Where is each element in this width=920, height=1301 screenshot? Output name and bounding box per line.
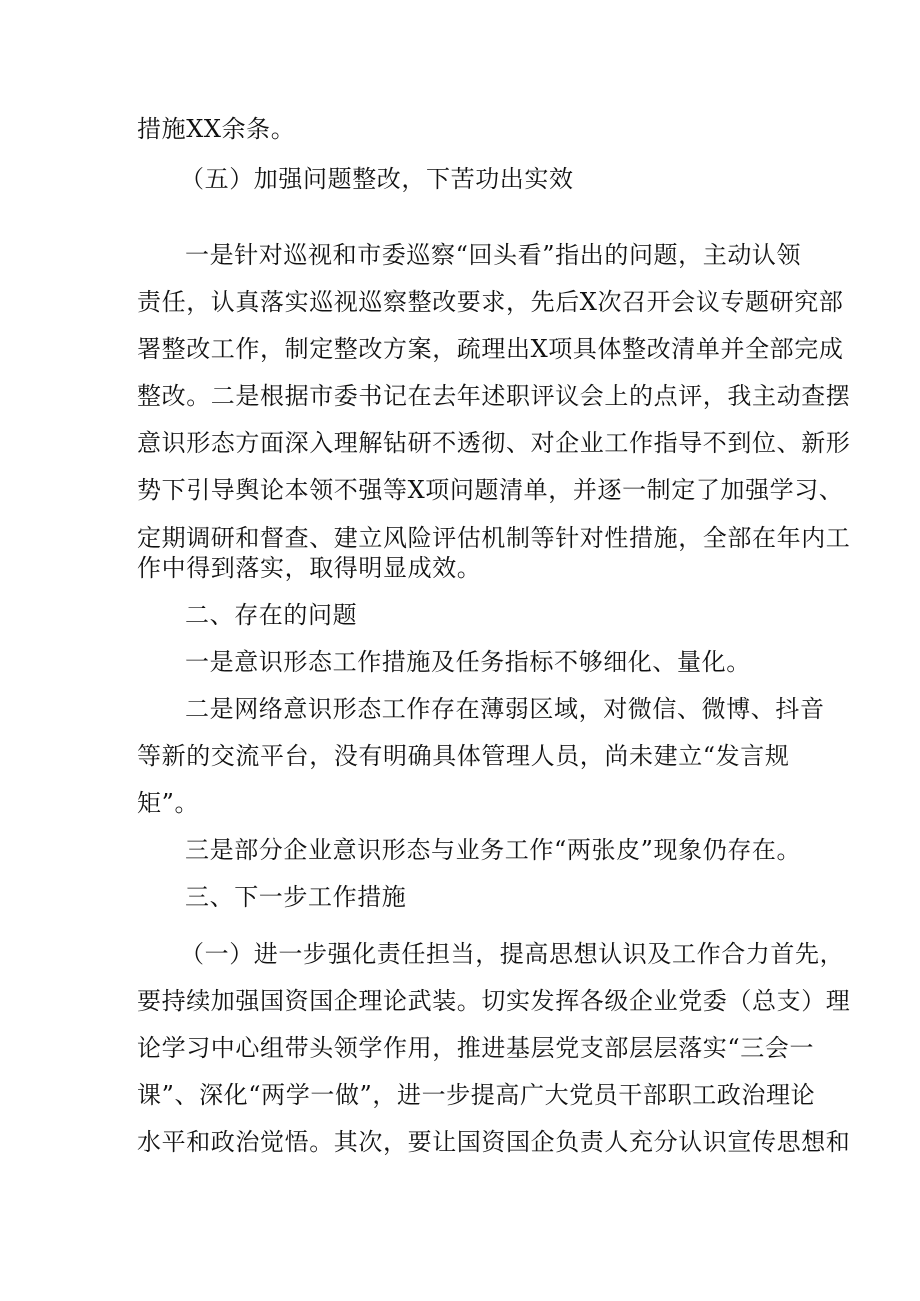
text-line: 三是部分企业意识形态与业务工作“两张皮”现象仍存在。: [185, 836, 802, 864]
text-line: 要持续加强国资国企理论武装。切实发挥各级企业党委（总支）理: [137, 987, 851, 1015]
text-line: 定期调研和督查、建立风险评估机制等针对性措施，全部在年内工: [137, 524, 851, 552]
text-line: 责任，认真落实巡视巡察整改要求，先后X次召开会议专题研究部: [137, 288, 844, 316]
text-line: 整改。二是根据市委书记在去年述职评议会上的点评，我主动查摆: [137, 382, 851, 410]
section-heading: 二、存在的问题: [185, 601, 358, 629]
text-line: 水平和政治觉悟。其次，要让国资国企负责人充分认识宣传思想和: [137, 1128, 851, 1156]
text-line: 课”、深化“两学一做”，进一步提高广大党员干部职工政治理论: [137, 1081, 816, 1109]
text-line: 一是针对巡视和市委巡察“回头看”指出的问题，主动认领: [185, 241, 802, 269]
text-line: 论学习中心组带头领学作用，推进基层党支部层层落实“三会一: [137, 1034, 815, 1062]
text-line: 意识形态方面深入理解钻研不透彻、对企业工作指导不到位、新形: [137, 429, 851, 457]
text-line: 矩”。: [137, 789, 200, 817]
section-heading: （五）加强问题整改，下苦功出实效: [180, 165, 574, 193]
text-line: 措施XX余条。: [137, 115, 296, 143]
section-heading: 三、下一步工作措施: [185, 883, 407, 911]
text-line: （一）进一步强化责任担当，提高思想认识及工作合力首先，: [180, 940, 845, 968]
text-line: 署整改工作，制定整改方案，疏理出X项具体整改清单并全部完成: [137, 335, 844, 363]
text-line: 一是意识形态工作措施及任务指标不够细化、量化。: [185, 648, 751, 676]
text-line: 二是网络意识形态工作存在薄弱区域，对微信、微博、抖音: [185, 695, 825, 723]
text-line: 作中得到落实，取得明显成效。: [137, 554, 482, 582]
text-line: 势下引导舆论本领不强等X项问题清单，并逐一制定了加强学习、: [137, 476, 844, 504]
text-line: 等新的交流平台，没有明确具体管理人员，尚未建立“发言规: [137, 742, 790, 770]
